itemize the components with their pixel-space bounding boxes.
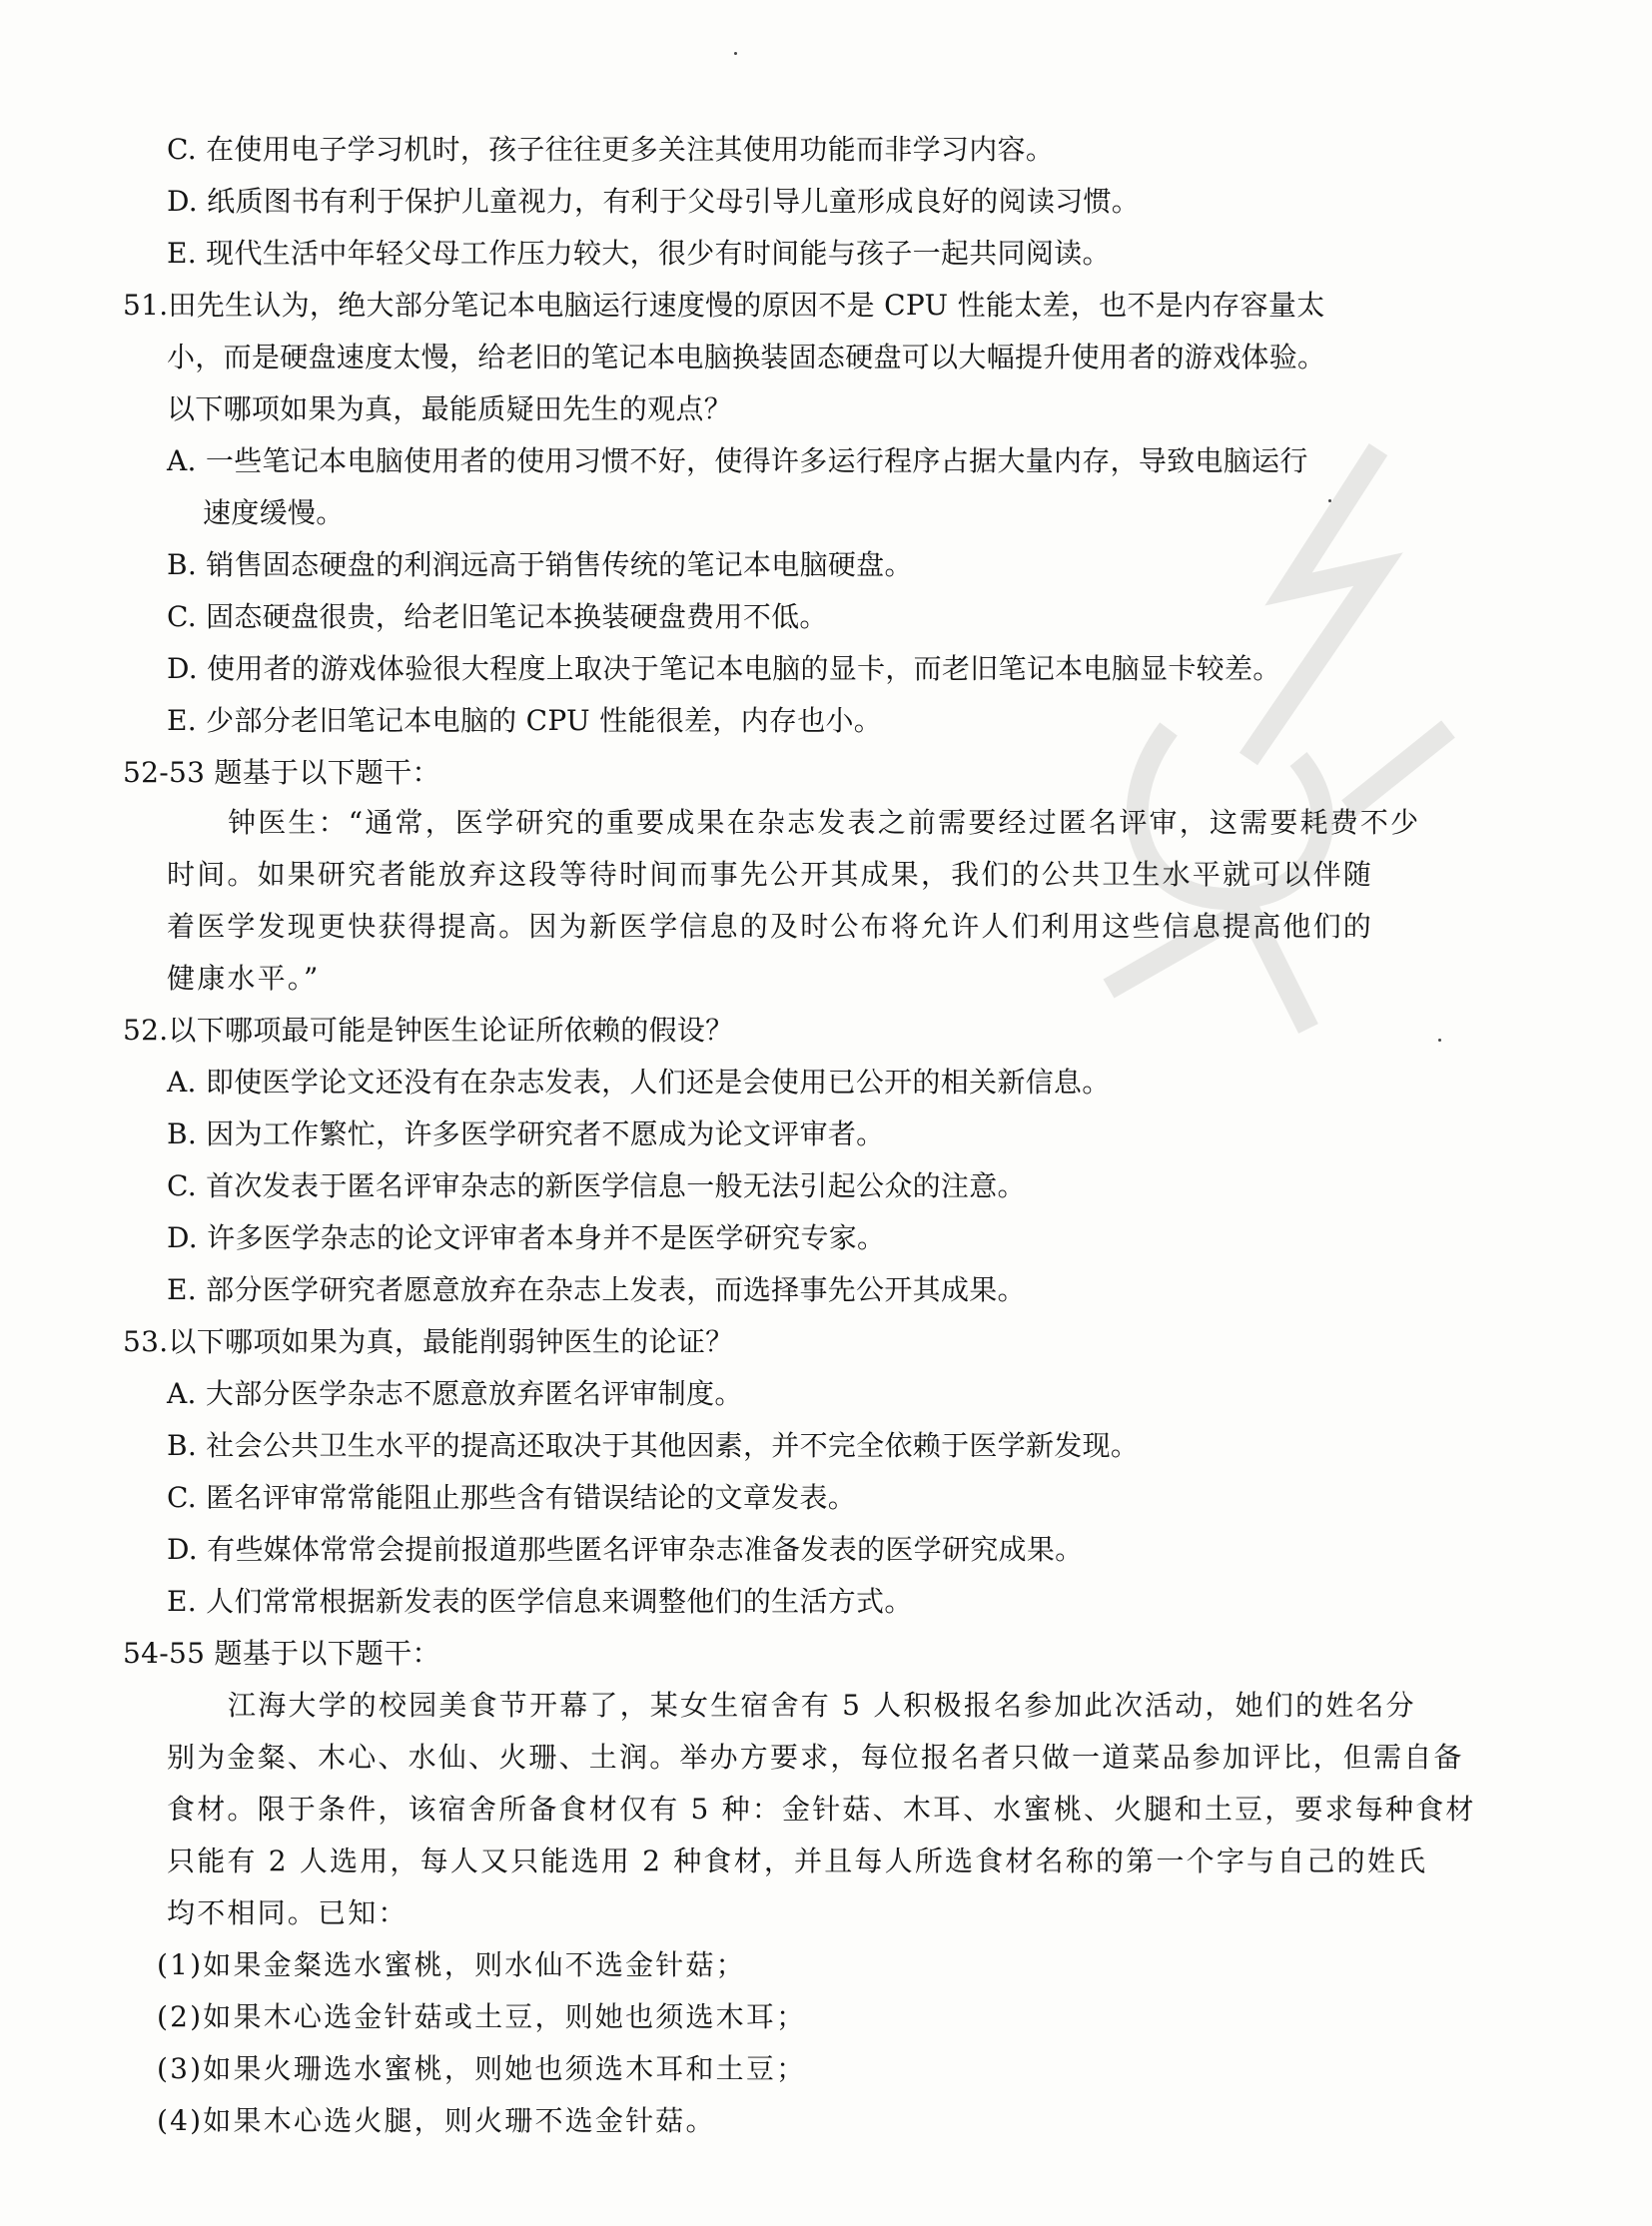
option-e: E. 人们常常根据新发表的医学信息来调整他们的生活方式。 xyxy=(167,1585,913,1618)
shared-stem: 钟医生：“通常，医学研究的重要成果在杂志发表之前需要经过匿名评审，这需要耗费不少 xyxy=(228,806,1421,839)
option-a: A. 即使医学论文还没有在杂志发表，人们还是会使用已公开的相关新信息。 xyxy=(167,1066,1111,1099)
scan-speck xyxy=(1328,499,1331,502)
group-header-54-55: 54-55 题基于以下题干： xyxy=(123,1637,440,1670)
option-c: C. 匿名评审常常能阻止那些含有错误结论的文章发表。 xyxy=(167,1481,857,1514)
option-b: B. 社会公共卫生水平的提高还取决于其他因素，并不完全依赖于医学新发现。 xyxy=(167,1429,1140,1462)
option-c: C. 在使用电子学习机时，孩子往往更多关注其使用功能而非学习内容。 xyxy=(167,133,1055,166)
question-51-stem-cont: 小，而是硬盘速度太慢，给老旧的笔记本电脑换装固态硬盘可以大幅提升使用者的游戏体验。 xyxy=(167,341,1326,373)
shared-stem-cont: 别为金粲、木心、水仙、火珊、土润。举办方要求，每位报名者只做一道菜品参加评比，但需自备 xyxy=(167,1741,1464,1774)
scan-speck xyxy=(1438,1039,1441,1042)
option-b: B. 因为工作繁忙，许多医学研究者不愿成为论文评审者。 xyxy=(167,1117,885,1150)
option-a: A. 一些笔记本电脑使用者的使用习惯不好，使得许多运行程序占据大量内存，导致电脑运行 xyxy=(167,444,1308,477)
option-d: D. 使用者的游戏体验很大程度上取决于笔记本电脑的显卡，而老旧笔记本电脑显卡较差。 xyxy=(167,652,1281,685)
option-a-cont: 速度缓慢。 xyxy=(203,496,345,529)
option-a: A. 大部分医学杂志不愿意放弃匿名评审制度。 xyxy=(167,1377,743,1410)
shared-stem-cont: 时间。如果研究者能放弃这段等待时间而事先公开其成果，我们的公共卫生水平就可以伴随 xyxy=(167,858,1374,891)
option-d: D. 有些媒体常常会提前报道那些匿名评审杂志准备发表的医学研究成果。 xyxy=(167,1533,1084,1566)
question-51-prompt: 以下哪项如果为真，最能质疑田先生的观点？ xyxy=(167,392,733,425)
condition-3: (3)如果火珊选水蜜桃，则她也须选木耳和土豆； xyxy=(157,2052,807,2085)
option-e: E. 少部分老旧笔记本电脑的 CPU 性能很差，内存也小。 xyxy=(167,704,883,737)
group-header-52-53: 52-53 题基于以下题干： xyxy=(123,756,440,789)
shared-stem-cont: 着医学发现更快获得提高。因为新医学信息的及时公布将允许人们利用这些信息提高他们的 xyxy=(167,910,1374,943)
option-c: C. 首次发表于匿名评审杂志的新医学信息一般无法引起公众的注意。 xyxy=(167,1169,1026,1202)
condition-2: (2)如果木心选金针菇或土豆，则她也须选木耳； xyxy=(157,2000,807,2033)
option-c: C. 固态硬盘很贵，给老旧笔记本换装硬盘费用不低。 xyxy=(167,600,828,633)
shared-stem: 江海大学的校园美食节开幕了，某女生宿舍有 5 人积极报名参加此次活动，她们的姓名分 xyxy=(228,1689,1416,1722)
option-d: D. 纸质图书有利于保护儿童视力，有利于父母引导儿童形成良好的阅读习惯。 xyxy=(167,185,1141,218)
shared-stem-cont: 只能有 2 人选用，每人又只能选用 2 种食材，并且每人所选食材名称的第一个字与自己的姓氏 xyxy=(167,1845,1428,1877)
question-51-stem: 51.田先生认为，绝大部分笔记本电脑运行速度慢的原因不是 CPU 性能太差，也不是内存容量太 xyxy=(123,289,1325,322)
condition-4: (4)如果木心选火腿，则火珊不选金针菇。 xyxy=(157,2104,716,2137)
option-b: B. 销售固态硬盘的利润远高于销售传统的笔记本电脑硬盘。 xyxy=(167,548,913,581)
option-e: E. 现代生活中年轻父母工作压力较大，很少有时间能与孩子一起共同阅读。 xyxy=(167,237,1111,270)
shared-stem-cont: 食材。限于条件，该宿舍所备食材仅有 5 种：金针菇、木耳、水蜜桃、火腿和土豆，要求每种食材 xyxy=(167,1793,1476,1826)
question-52-prompt: 52.以下哪项最可能是钟医生论证所依赖的假设？ xyxy=(123,1014,734,1047)
question-53-prompt: 53.以下哪项如果为真，最能削弱钟医生的论证？ xyxy=(123,1325,734,1358)
watermark-logo xyxy=(1049,429,1478,1109)
shared-stem-cont: 均不相同。已知： xyxy=(167,1896,409,1929)
option-d: D. 许多医学杂志的论文评审者本身并不是医学研究专家。 xyxy=(167,1221,886,1254)
option-e: E. 部分医学研究者愿意放弃在杂志上发表，而选择事先公开其成果。 xyxy=(167,1273,1026,1306)
shared-stem-cont: 健康水平。” xyxy=(167,962,321,995)
scan-speck xyxy=(734,52,737,55)
condition-1: (1)如果金粲选水蜜桃，则水仙不选金针菇； xyxy=(157,1948,746,1981)
